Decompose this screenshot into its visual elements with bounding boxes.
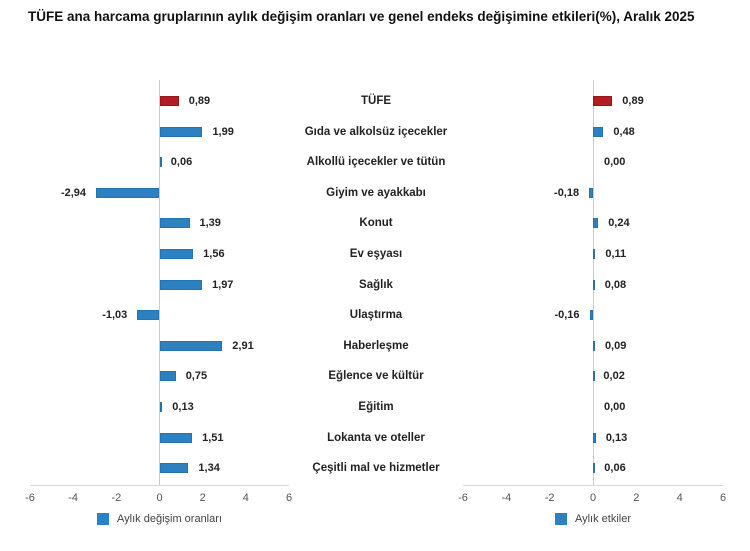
bar-value-label: 0,09: [604, 339, 627, 352]
monthly-effect-chart-plot: [458, 80, 727, 525]
x-axis-tick-label: 4: [242, 492, 249, 504]
bar-değişim: [160, 280, 203, 290]
category-label: TÜFE: [360, 95, 392, 107]
bar-değişim: [137, 310, 159, 320]
legend-label: Aylık değişim oranları: [117, 513, 222, 525]
category-label: Haberleşme: [343, 339, 409, 352]
bar-etkiler: [593, 433, 596, 443]
bar-değişim: [160, 433, 193, 443]
bar-value-label: 1,39: [199, 217, 221, 230]
tufe-highlight-bar-etkiler: [593, 96, 612, 106]
bar-value-label: 0,11: [605, 248, 627, 260]
x-axis-tick-label: -2: [111, 492, 122, 504]
bar-etkiler: [593, 280, 595, 290]
bar-value-label: 0,13: [605, 431, 628, 444]
bar-value-label: 0,02: [603, 370, 625, 383]
x-axis-tick-label: -2: [544, 492, 555, 504]
bar-value-label: 1,99: [212, 125, 234, 138]
bar-value-label: 0,48: [613, 125, 635, 138]
category-label: Alkollü içecekler ve tütün: [306, 156, 446, 169]
bar-etkiler: [593, 249, 595, 259]
x-axis-tick-label: -4: [68, 492, 79, 504]
category-label: Ev eşyası: [349, 248, 403, 260]
legend-swatch-icon: [555, 513, 567, 525]
bar-value-label: 1,97: [212, 278, 234, 291]
bar-value-label: -0,16: [554, 309, 580, 322]
page-title: TÜFE ana harcama gruplarının aylık değişim oranları ve genel endeks değişimine etkileri(%), Aralık 2025: [28, 9, 695, 24]
category-label: Lokanta ve oteller: [327, 431, 425, 444]
x-axis-tick-label: -4: [501, 492, 512, 504]
bar-değişim: [96, 188, 159, 198]
bar-etkiler: [589, 188, 593, 198]
bar-etkiler: [593, 341, 595, 351]
legend-swatch-icon: [97, 513, 109, 525]
bar-value-label: 2,91: [232, 339, 254, 352]
category-label: Konut: [359, 217, 393, 230]
x-axis-tick-label: 2: [199, 492, 206, 504]
bar-etkiler: [593, 463, 595, 473]
category-label: Eğlence ve kültür: [328, 370, 424, 383]
bar-değişim: [160, 218, 190, 228]
legend-label: Aylık etkiler: [574, 513, 632, 525]
legend: [30, 513, 289, 525]
category-label: Sağlık: [359, 278, 393, 291]
category-label: Giyim ve ayakkabı: [326, 186, 426, 199]
bar-value-label: 0,13: [172, 401, 194, 413]
bar-value-label: 0,08: [604, 278, 627, 291]
legend: [463, 513, 723, 525]
bar-değişim: [160, 249, 194, 259]
x-axis-tick-label: -6: [25, 492, 35, 504]
bar-value-label: 0,00: [604, 401, 626, 413]
x-axis-tick-label: -6: [458, 492, 468, 504]
bar-değişim: [160, 341, 223, 351]
bar-value-label: -2,94: [60, 186, 87, 199]
bar-value-label: -1,03: [102, 309, 128, 322]
bar-değişim: [160, 127, 203, 137]
category-labels-column: [289, 80, 463, 485]
bar-value-label: 0,89: [622, 95, 644, 107]
category-label: Eğitim: [358, 401, 394, 413]
bar-value-label: 0,00: [604, 156, 626, 169]
bar-value-label: 0,06: [170, 156, 193, 169]
bar-value-label: 0,89: [188, 95, 211, 107]
x-axis-tick-label: 2: [633, 492, 640, 504]
bar-value-label: 1,34: [198, 462, 220, 475]
tufe-highlight-bar-değişim: [160, 96, 179, 106]
bar-value-label: 0,75: [185, 370, 208, 383]
category-label: Gıda ve alkolsüz içecekler: [304, 125, 448, 138]
bar-değişim: [160, 157, 162, 167]
category-label: Çeşitli mal ve hizmetler: [312, 462, 440, 475]
x-axis-tick-label: 4: [676, 492, 683, 504]
bar-value-label: 1,56: [203, 248, 225, 260]
x-axis-tick-label: 0: [156, 492, 163, 504]
monthly-change-chart-plot: [25, 80, 293, 525]
bar-değişim: [160, 371, 176, 381]
bar-etkiler: [593, 127, 603, 137]
bar-value-label: 0,06: [604, 462, 626, 475]
category-label: Ulaştırma: [349, 309, 403, 322]
bar-değişim: [160, 402, 163, 412]
bar-etkiler: [593, 371, 595, 381]
bar-etkiler: [590, 310, 593, 320]
x-axis-tick-label: 6: [719, 492, 727, 504]
bar-değişim: [160, 463, 189, 473]
bar-value-label: 1,51: [202, 431, 224, 444]
bar-value-label: 0,24: [608, 217, 630, 230]
bar-value-label: -0,18: [554, 186, 580, 199]
x-axis-tick-label: 6: [285, 492, 293, 504]
x-axis-tick-label: 0: [589, 492, 597, 504]
bar-etkiler: [593, 218, 598, 228]
